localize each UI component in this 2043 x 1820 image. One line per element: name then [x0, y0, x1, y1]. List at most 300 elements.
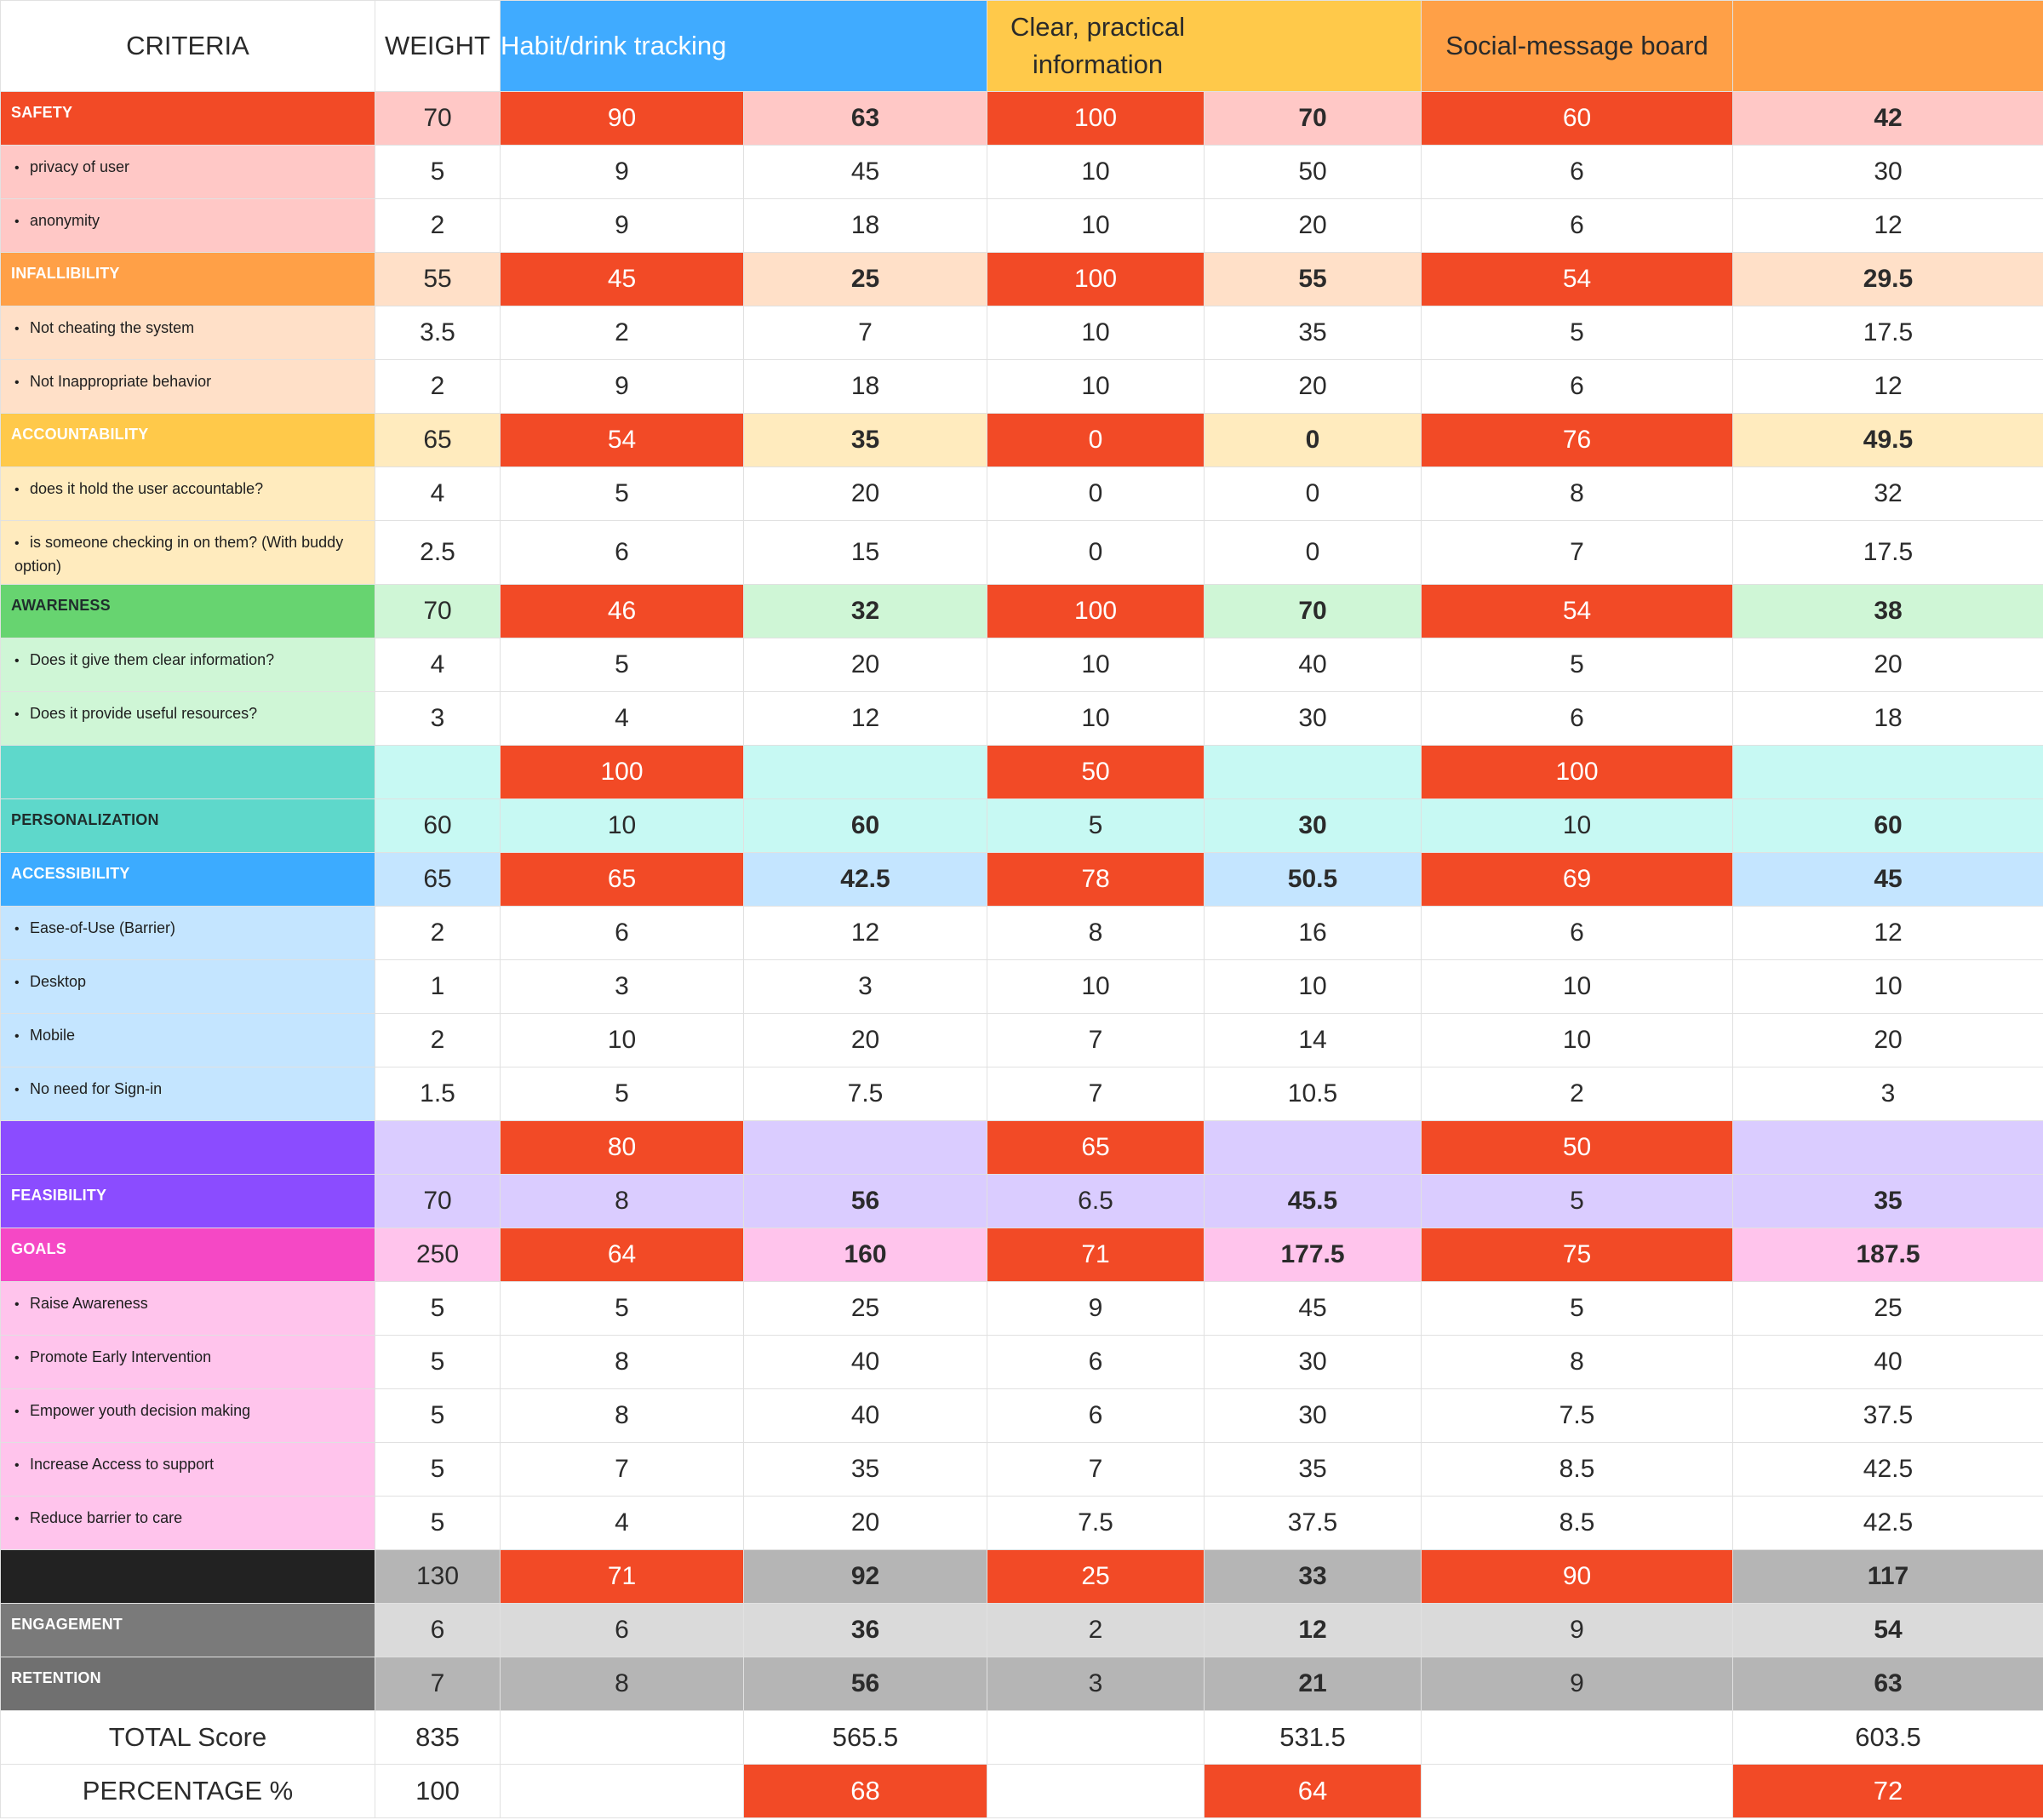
score-cell[interactable]: 32 [1733, 467, 2043, 521]
weight-cell[interactable]: 3.5 [375, 306, 501, 360]
rating-cell[interactable]: 6 [1422, 692, 1733, 746]
score-cell[interactable]: 10 [1205, 960, 1422, 1014]
score-cell[interactable]: 20 [1205, 199, 1422, 253]
weight-cell[interactable]: 2 [375, 1014, 501, 1067]
rating-cell[interactable]: 8 [501, 1657, 744, 1711]
score-cell[interactable]: 20 [1733, 1014, 2043, 1067]
weight-cell[interactable]: 130 [375, 1550, 501, 1604]
rating-cell[interactable]: 10 [1422, 960, 1733, 1014]
rating-cell[interactable]: 9 [501, 146, 744, 199]
bullet-icon: • [14, 1351, 20, 1365]
option-header-social-board-score[interactable] [1733, 1, 2043, 92]
weight-cell[interactable]: 4 [375, 638, 501, 692]
score-cell[interactable]: 10 [1733, 960, 2043, 1014]
total-score-value[interactable]: 531.5 [1205, 1711, 1422, 1765]
score-cell[interactable] [1205, 1121, 1422, 1175]
rating-cell[interactable]: 10 [987, 146, 1205, 199]
rating-cell[interactable]: 100 [987, 585, 1205, 638]
total-score-label[interactable]: TOTAL Score [1, 1711, 375, 1765]
criterion-label-personalization[interactable]: PERSONALIZATION [1, 799, 375, 853]
table-row-accessibility [1, 853, 2043, 907]
score-cell[interactable]: 30 [1205, 1336, 1422, 1389]
subcriterion-no-signin[interactable] [1, 1067, 375, 1121]
weight-cell[interactable]: 70 [375, 585, 501, 638]
score-cell[interactable]: 30 [1205, 692, 1422, 746]
rating-cell[interactable]: 5 [987, 799, 1205, 853]
rating-cell[interactable]: 4 [501, 1497, 744, 1550]
score-cell[interactable]: 42.5 [744, 853, 987, 907]
score-cell[interactable]: 40 [1733, 1336, 2043, 1389]
empty-cell[interactable] [1422, 1711, 1733, 1765]
rating-cell[interactable]: 8 [501, 1175, 744, 1228]
rating-cell[interactable]: 78 [987, 853, 1205, 907]
weight-cell[interactable]: 60 [375, 799, 501, 853]
table-row-infallibility [1, 253, 2043, 306]
table-row-anonymity [1, 199, 2043, 253]
rating-cell[interactable]: 3 [987, 1657, 1205, 1711]
score-cell[interactable]: 30 [1733, 146, 2043, 199]
weight-cell[interactable]: 6 [375, 1604, 501, 1657]
table-row-checking-in [1, 521, 2043, 585]
rating-cell[interactable]: 8 [501, 1336, 744, 1389]
percent-cell[interactable]: 50 [1422, 1121, 1733, 1175]
subcriterion-mobile[interactable] [1, 1014, 375, 1067]
score-cell[interactable]: 12 [744, 692, 987, 746]
score-cell[interactable]: 15 [744, 521, 987, 585]
subcriterion-useful-resources[interactable] [1, 692, 375, 746]
total-weight[interactable]: 835 [375, 1711, 501, 1765]
rating-cell[interactable]: 8.5 [1422, 1443, 1733, 1497]
rating-cell[interactable]: 6 [1422, 907, 1733, 960]
rating-cell[interactable]: 8 [987, 907, 1205, 960]
table-row-hold-accountable [1, 467, 2043, 521]
score-cell[interactable]: 63 [1733, 1657, 2043, 1711]
weight-cell[interactable]: 5 [375, 1336, 501, 1389]
rating-cell[interactable]: 8 [1422, 1336, 1733, 1389]
score-cell[interactable]: 18 [744, 360, 987, 414]
rating-cell[interactable]: 0 [987, 467, 1205, 521]
weight-cell[interactable]: 5 [375, 1443, 501, 1497]
score-cell[interactable]: 45 [744, 146, 987, 199]
subcriterion-reduce-barrier[interactable] [1, 1497, 375, 1550]
percent-cell[interactable]: 100 [501, 746, 744, 799]
weight-cell[interactable]: 65 [375, 414, 501, 467]
subcriterion-raise-awareness[interactable] [1, 1282, 375, 1336]
rating-cell[interactable]: 0 [987, 414, 1205, 467]
rating-cell[interactable]: 5 [501, 638, 744, 692]
score-cell[interactable]: 12 [1733, 907, 2043, 960]
weight-cell[interactable]: 2 [375, 199, 501, 253]
weight-cell[interactable]: 5 [375, 1282, 501, 1336]
weight-cell[interactable]: 5 [375, 1497, 501, 1550]
rating-cell[interactable]: 90 [501, 92, 744, 146]
score-cell[interactable]: 70 [1205, 92, 1422, 146]
score-cell[interactable]: 42.5 [1733, 1443, 2043, 1497]
table-row-useful-resources [1, 692, 2043, 746]
rating-cell[interactable]: 10 [501, 799, 744, 853]
subcriterion-label: Desktop [30, 973, 87, 990]
empty-cell[interactable] [987, 1765, 1205, 1818]
rating-cell[interactable]: 5 [1422, 1282, 1733, 1336]
rating-cell[interactable]: 6 [987, 1389, 1205, 1443]
rating-cell[interactable]: 6 [501, 907, 744, 960]
score-cell[interactable]: 0 [1205, 521, 1422, 585]
total-score-value[interactable]: 603.5 [1733, 1711, 2043, 1765]
score-cell[interactable]: 12 [1205, 1604, 1422, 1657]
bullet-icon: • [14, 707, 20, 722]
rating-cell[interactable]: 5 [501, 467, 744, 521]
score-cell[interactable]: 35 [1733, 1175, 2043, 1228]
weight-cell[interactable]: 70 [375, 92, 501, 146]
rating-cell[interactable]: 6 [501, 1604, 744, 1657]
rating-cell[interactable]: 2 [987, 1604, 1205, 1657]
rating-cell[interactable]: 90 [1422, 1550, 1733, 1604]
subcriterion-privacy[interactable] [1, 146, 375, 199]
rating-cell[interactable]: 71 [987, 1228, 1205, 1282]
rating-cell[interactable]: 8 [1422, 467, 1733, 521]
criteria-header[interactable]: CRITERIA [1, 1, 375, 92]
table-row-safety [1, 92, 2043, 146]
percentage-value[interactable]: 72 [1733, 1765, 2043, 1818]
percentage-weight[interactable]: 100 [375, 1765, 501, 1818]
table-row-retention [1, 1657, 2043, 1711]
rating-cell[interactable]: 64 [501, 1228, 744, 1282]
score-cell[interactable]: 35 [1205, 1443, 1422, 1497]
score-cell[interactable]: 20 [744, 1497, 987, 1550]
criterion-label-safety[interactable]: SAFETY [1, 92, 375, 146]
rating-cell[interactable]: 76 [1422, 414, 1733, 467]
weight-cell[interactable]: 2.5 [375, 521, 501, 585]
weight-cell[interactable]: 5 [375, 146, 501, 199]
score-cell[interactable]: 50.5 [1205, 853, 1422, 907]
criterion-band-personalization-pct [1, 746, 375, 799]
rating-cell[interactable]: 5 [1422, 306, 1733, 360]
percent-cell[interactable]: 80 [501, 1121, 744, 1175]
score-cell[interactable]: 40 [1205, 638, 1422, 692]
table-row-access-support [1, 1443, 2043, 1497]
subcriterion-label: No need for Sign-in [30, 1080, 163, 1097]
weight-cell[interactable]: 3 [375, 692, 501, 746]
table-row-goals [1, 1228, 2043, 1282]
score-cell[interactable]: 33 [1205, 1550, 1422, 1604]
score-cell[interactable]: 32 [744, 585, 987, 638]
rating-cell[interactable]: 45 [501, 253, 744, 306]
score-cell[interactable]: 0 [1205, 414, 1422, 467]
rating-cell[interactable]: 4 [501, 692, 744, 746]
score-cell[interactable]: 30 [1205, 799, 1422, 853]
score-cell[interactable]: 16 [1205, 907, 1422, 960]
subcriterion-checking-in[interactable] [1, 521, 375, 585]
score-cell[interactable]: 54 [1733, 1604, 2043, 1657]
rating-cell[interactable]: 71 [501, 1550, 744, 1604]
rating-cell[interactable]: 6 [1422, 360, 1733, 414]
rating-cell[interactable]: 5 [501, 1282, 744, 1336]
weight-cell[interactable] [375, 746, 501, 799]
rating-cell[interactable]: 5 [1422, 1175, 1733, 1228]
score-cell[interactable]: 17.5 [1733, 521, 2043, 585]
rating-cell[interactable]: 10 [1422, 799, 1733, 853]
score-cell[interactable]: 7.5 [744, 1067, 987, 1121]
criterion-label-retention[interactable]: RETENTION [1, 1657, 375, 1711]
option-header-habit-tracking[interactable]: Habit/drink tracking [501, 1, 987, 92]
subcriterion-not-cheating[interactable] [1, 306, 375, 360]
weight-cell[interactable]: 2 [375, 907, 501, 960]
score-cell[interactable]: 37.5 [1205, 1497, 1422, 1550]
score-cell[interactable]: 40 [744, 1336, 987, 1389]
score-cell[interactable] [744, 1121, 987, 1175]
weight-cell[interactable]: 250 [375, 1228, 501, 1282]
criterion-label-feasibility[interactable]: FEASIBILITY [1, 1175, 375, 1228]
score-cell[interactable]: 18 [1733, 692, 2043, 746]
weight-cell[interactable]: 1 [375, 960, 501, 1014]
criterion-label-accessibility[interactable]: ACCESSIBILITY [1, 853, 375, 907]
score-cell[interactable]: 25 [1733, 1282, 2043, 1336]
rating-cell[interactable]: 10 [987, 199, 1205, 253]
option-header-clear-information[interactable]: Clear, practical information [987, 1, 1422, 92]
bullet-icon: • [14, 536, 20, 551]
criterion-label-goals[interactable]: GOALS [1, 1228, 375, 1282]
rating-cell[interactable]: 10 [987, 692, 1205, 746]
empty-cell[interactable] [987, 1711, 1205, 1765]
score-cell[interactable]: 117 [1733, 1550, 2043, 1604]
rating-cell[interactable]: 9 [501, 360, 744, 414]
total-score-value[interactable]: 565.5 [744, 1711, 987, 1765]
table-row-raise-awareness [1, 1282, 2043, 1336]
criterion-label-awareness[interactable]: AWARENESS [1, 585, 375, 638]
rating-cell[interactable]: 65 [501, 853, 744, 907]
subcriterion-youth-decision[interactable] [1, 1389, 375, 1443]
score-cell[interactable]: 12 [744, 907, 987, 960]
score-cell[interactable]: 40 [744, 1389, 987, 1443]
bullet-icon: • [14, 1297, 20, 1312]
rating-cell[interactable]: 46 [501, 585, 744, 638]
criterion-label-infallibility[interactable]: INFALLIBILITY [1, 253, 375, 306]
rating-cell[interactable]: 10 [987, 960, 1205, 1014]
score-cell[interactable]: 45.5 [1205, 1175, 1422, 1228]
rating-cell[interactable]: 8 [501, 1389, 744, 1443]
score-cell[interactable]: 56 [744, 1175, 987, 1228]
table-row-percentage [1, 1765, 2043, 1818]
criterion-label-engagement[interactable]: ENGAGEMENT [1, 1604, 375, 1657]
rating-cell[interactable]: 6 [987, 1336, 1205, 1389]
empty-cell[interactable] [501, 1711, 744, 1765]
score-cell[interactable]: 160 [744, 1228, 987, 1282]
score-cell[interactable]: 45 [1733, 853, 2043, 907]
weight-cell[interactable]: 55 [375, 253, 501, 306]
weight-cell[interactable]: 65 [375, 853, 501, 907]
rating-cell[interactable]: 9 [501, 199, 744, 253]
bullet-icon: • [14, 1083, 20, 1097]
bullet-icon: • [14, 375, 20, 390]
score-cell[interactable]: 42 [1733, 92, 2043, 146]
score-cell[interactable]: 35 [1205, 306, 1422, 360]
subcriterion-label: Increase Access to support [30, 1456, 215, 1473]
rating-cell[interactable]: 5 [501, 1067, 744, 1121]
rating-cell[interactable]: 7 [501, 1443, 744, 1497]
rating-cell[interactable]: 75 [1422, 1228, 1733, 1282]
percent-cell[interactable]: 100 [1422, 746, 1733, 799]
rating-cell[interactable]: 9 [1422, 1657, 1733, 1711]
empty-cell[interactable] [501, 1765, 744, 1818]
rating-cell[interactable]: 10 [987, 360, 1205, 414]
score-cell[interactable]: 12 [1733, 199, 2043, 253]
score-cell[interactable]: 92 [744, 1550, 987, 1604]
rating-cell[interactable]: 9 [987, 1282, 1205, 1336]
score-cell[interactable]: 38 [1733, 585, 2043, 638]
bullet-icon: • [14, 976, 20, 990]
percent-cell[interactable]: 50 [987, 746, 1205, 799]
weight-cell[interactable]: 70 [375, 1175, 501, 1228]
rating-cell[interactable]: 54 [1422, 585, 1733, 638]
table-row-accountability [1, 414, 2043, 467]
rating-cell[interactable]: 60 [1422, 92, 1733, 146]
rating-cell[interactable]: 100 [987, 92, 1205, 146]
score-cell[interactable]: 14 [1205, 1014, 1422, 1067]
rating-cell[interactable]: 7 [987, 1443, 1205, 1497]
subcriterion-early-intervention[interactable] [1, 1336, 375, 1389]
subcriterion-label: does it hold the user accountable? [30, 480, 264, 497]
rating-cell[interactable]: 2 [1422, 1067, 1733, 1121]
rating-cell[interactable]: 10 [1422, 1014, 1733, 1067]
weight-cell[interactable]: 2 [375, 360, 501, 414]
subcriterion-label: Not cheating the system [30, 319, 195, 336]
score-cell[interactable]: 187.5 [1733, 1228, 2043, 1282]
weight-cell[interactable] [375, 1121, 501, 1175]
score-cell[interactable]: 7 [744, 306, 987, 360]
table-row-personalization-pct [1, 746, 2043, 799]
score-cell[interactable]: 37.5 [1733, 1389, 2043, 1443]
score-cell[interactable]: 20 [744, 1014, 987, 1067]
score-cell[interactable]: 20 [1205, 360, 1422, 414]
score-cell[interactable]: 50 [1205, 146, 1422, 199]
score-cell[interactable]: 30 [1205, 1389, 1422, 1443]
rating-cell[interactable]: 6 [1422, 146, 1733, 199]
score-cell[interactable]: 20 [744, 467, 987, 521]
empty-cell[interactable] [1422, 1765, 1733, 1818]
rating-cell[interactable]: 69 [1422, 853, 1733, 907]
percentage-value[interactable]: 68 [744, 1765, 987, 1818]
rating-cell[interactable]: 25 [987, 1550, 1205, 1604]
score-cell[interactable]: 49.5 [1733, 414, 2043, 467]
score-cell[interactable]: 12 [1733, 360, 2043, 414]
subcriterion-label: Raise Awareness [30, 1295, 148, 1312]
score-cell[interactable]: 55 [1205, 253, 1422, 306]
score-cell[interactable]: 35 [744, 1443, 987, 1497]
rating-cell[interactable]: 10 [501, 1014, 744, 1067]
option-header-social-board[interactable]: Social-message board [1422, 1, 1733, 92]
score-cell[interactable]: 3 [1733, 1067, 2043, 1121]
rating-cell[interactable]: 6.5 [987, 1175, 1205, 1228]
table-row-privacy [1, 146, 2043, 199]
subcriterion-access-support[interactable] [1, 1443, 375, 1497]
subcriterion-not-inappropriate[interactable] [1, 360, 375, 414]
table-row-feasibility-pct [1, 1121, 2043, 1175]
bullet-icon: • [14, 215, 20, 229]
subcriterion-clear-info[interactable] [1, 638, 375, 692]
weight-cell[interactable]: 4 [375, 467, 501, 521]
score-cell[interactable] [1733, 746, 2043, 799]
rating-cell[interactable]: 0 [987, 521, 1205, 585]
criterion-label-accountability[interactable]: ACCOUNTABILITY [1, 414, 375, 467]
score-cell[interactable]: 63 [744, 92, 987, 146]
score-cell[interactable]: 35 [744, 414, 987, 467]
rating-cell[interactable]: 7 [987, 1014, 1205, 1067]
rating-cell[interactable]: 6 [501, 521, 744, 585]
score-cell[interactable]: 177.5 [1205, 1228, 1422, 1282]
rating-cell[interactable]: 3 [501, 960, 744, 1014]
rating-cell[interactable]: 10 [987, 638, 1205, 692]
table-row-ease-of-use [1, 907, 2043, 960]
bullet-icon: • [14, 1029, 20, 1044]
bullet-icon: • [14, 322, 20, 336]
rating-cell[interactable]: 2 [501, 306, 744, 360]
rating-cell[interactable]: 8.5 [1422, 1497, 1733, 1550]
rating-cell[interactable]: 5 [1422, 638, 1733, 692]
score-cell[interactable]: 25 [744, 253, 987, 306]
rating-cell[interactable]: 7 [987, 1067, 1205, 1121]
rating-cell[interactable]: 7.5 [987, 1497, 1205, 1550]
table-row-early-intervention [1, 1336, 2043, 1389]
score-cell[interactable]: 70 [1205, 585, 1422, 638]
weight-cell[interactable]: 7 [375, 1657, 501, 1711]
score-cell[interactable]: 20 [1733, 638, 2043, 692]
score-cell[interactable]: 45 [1205, 1282, 1422, 1336]
bullet-icon: • [14, 483, 20, 497]
subcriterion-anonymity[interactable] [1, 199, 375, 253]
score-cell[interactable]: 20 [744, 638, 987, 692]
subcriterion-hold-accountable[interactable] [1, 467, 375, 521]
subcriterion-desktop[interactable] [1, 960, 375, 1014]
header-row [1, 1, 2043, 92]
score-cell[interactable]: 36 [744, 1604, 987, 1657]
rating-cell[interactable]: 7.5 [1422, 1389, 1733, 1443]
score-cell[interactable] [1733, 1121, 2043, 1175]
rating-cell[interactable]: 54 [501, 414, 744, 467]
weight-header[interactable]: WEIGHT [375, 1, 501, 92]
score-cell[interactable]: 60 [744, 799, 987, 853]
rating-cell[interactable]: 6 [1422, 199, 1733, 253]
subcriterion-label: anonymity [30, 212, 100, 229]
score-cell[interactable]: 56 [744, 1657, 987, 1711]
rating-cell[interactable]: 54 [1422, 253, 1733, 306]
score-cell[interactable]: 21 [1205, 1657, 1422, 1711]
percent-cell[interactable]: 65 [987, 1121, 1205, 1175]
score-cell[interactable]: 60 [1733, 799, 2043, 853]
score-cell[interactable]: 18 [744, 199, 987, 253]
rating-cell[interactable]: 10 [987, 306, 1205, 360]
weight-cell[interactable]: 1.5 [375, 1067, 501, 1121]
weight-cell[interactable]: 5 [375, 1389, 501, 1443]
rating-cell[interactable]: 100 [987, 253, 1205, 306]
rating-cell[interactable]: 9 [1422, 1604, 1733, 1657]
percentage-value[interactable]: 64 [1205, 1765, 1422, 1818]
percentage-label[interactable]: PERCENTAGE % [1, 1765, 375, 1818]
rating-cell[interactable]: 7 [1422, 521, 1733, 585]
score-cell[interactable]: 10.5 [1205, 1067, 1422, 1121]
score-cell[interactable]: 29.5 [1733, 253, 2043, 306]
score-cell[interactable]: 25 [744, 1282, 987, 1336]
subcriterion-label: Does it provide useful resources? [30, 705, 258, 722]
score-cell[interactable]: 42.5 [1733, 1497, 2043, 1550]
score-cell[interactable] [744, 746, 987, 799]
score-cell[interactable]: 0 [1205, 467, 1422, 521]
score-cell[interactable]: 17.5 [1733, 306, 2043, 360]
table-row-youth-decision [1, 1389, 2043, 1443]
score-cell[interactable] [1205, 746, 1422, 799]
score-cell[interactable]: 3 [744, 960, 987, 1014]
table-row-reduce-barrier [1, 1497, 2043, 1550]
subcriterion-ease-of-use[interactable] [1, 907, 375, 960]
